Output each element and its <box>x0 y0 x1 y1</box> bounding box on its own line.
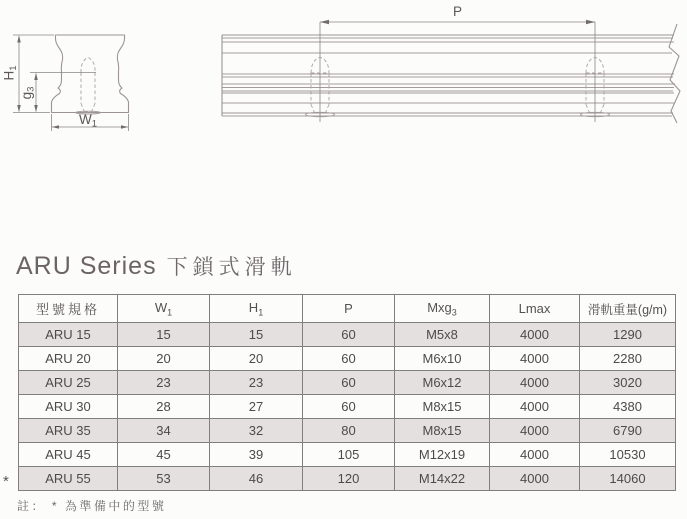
cell-model: ARU 35 <box>19 419 118 443</box>
cell-w1: 53 <box>118 467 210 491</box>
cell-lmax: 4000 <box>490 443 580 467</box>
cell-p: 105 <box>303 443 395 467</box>
col-label: Mxg <box>427 299 452 315</box>
cell-h1: 39 <box>210 443 303 467</box>
cell-p: 60 <box>303 323 395 347</box>
bolt-hole-left <box>306 22 335 122</box>
svg-text:g3: g3 <box>19 86 37 100</box>
bolt-hole-right <box>581 22 610 122</box>
cell-mxg3: M12x19 <box>395 443 490 467</box>
cell-weight: 14060 <box>580 467 676 491</box>
col-label: Lmax <box>518 301 551 316</box>
col-header-lmax <box>490 295 580 323</box>
cell-p: 60 <box>303 371 395 395</box>
col-label: H <box>248 299 259 315</box>
cell-h1: 15 <box>210 323 303 347</box>
cell-p: 80 <box>303 419 395 443</box>
cell-weight: 4380 <box>580 395 676 419</box>
cell-p: 120 <box>303 467 395 491</box>
col-label: W <box>154 299 168 315</box>
cell-weight: 6790 <box>580 419 676 443</box>
cell-h1: 46 <box>210 467 303 491</box>
cell-mxg3: M6x10 <box>395 347 490 371</box>
cell-mxg3: M14x22 <box>395 467 490 491</box>
cell-p: 60 <box>303 395 395 419</box>
table-header-row <box>19 295 676 323</box>
col-header-mxg3 <box>395 295 490 323</box>
w1-label-text: W <box>78 112 92 127</box>
g3-dimension <box>19 73 96 113</box>
series-name-chinese: 下鎖式滑軌 <box>166 256 297 279</box>
col-label: 滑軌重量(g/m) <box>587 302 668 317</box>
mounting-hole-dashed <box>76 58 101 115</box>
p-dimension <box>320 4 595 24</box>
footnote: 註： * 為準備中的型號 <box>17 499 167 513</box>
col-header-w1 <box>118 295 210 323</box>
table-row <box>19 443 676 467</box>
page-title <box>16 245 297 282</box>
rail-profile-outline <box>52 35 129 113</box>
cell-w1: 28 <box>118 395 210 419</box>
cell-mxg3: M8x15 <box>395 395 490 419</box>
cell-lmax: 4000 <box>490 467 580 491</box>
cell-mxg3: M5x8 <box>395 323 490 347</box>
h1-label-text: H <box>1 70 17 81</box>
rail-side-view-diagram <box>210 0 687 135</box>
cell-lmax: 4000 <box>490 323 580 347</box>
col-label-sub: 1 <box>167 307 173 318</box>
cell-model: ARU 55 <box>19 467 118 491</box>
col-header-p <box>303 295 395 323</box>
col-label-sub: 1 <box>258 307 264 318</box>
cell-weight: 1290 <box>580 323 676 347</box>
table-row <box>19 323 676 347</box>
cell-w1: 20 <box>118 347 210 371</box>
table-row <box>19 419 676 443</box>
table-row <box>19 467 676 491</box>
cell-lmax: 4000 <box>490 419 580 443</box>
cell-lmax: 4000 <box>490 371 580 395</box>
h1-dimension <box>2 35 55 113</box>
svg-text:W1: W1 <box>78 112 98 130</box>
svg-text:H1: H1 <box>1 65 19 81</box>
cell-p: 60 <box>303 347 395 371</box>
cell-model: ARU 15 <box>19 323 118 347</box>
cell-model: ARU 45 <box>19 443 118 467</box>
cell-h1: 20 <box>210 347 303 371</box>
col-header-model <box>19 295 118 323</box>
cell-h1: 23 <box>210 371 303 395</box>
cell-model: ARU 30 <box>19 395 118 419</box>
cell-model: ARU 25 <box>19 371 118 395</box>
spec-table <box>18 294 676 491</box>
cell-lmax: 4000 <box>490 395 580 419</box>
col-label: 型號規格 <box>35 302 100 317</box>
table-row <box>19 371 676 395</box>
col-label-sub: 3 <box>451 307 457 318</box>
g3-label-text: g <box>19 91 34 100</box>
cell-h1: 32 <box>210 419 303 443</box>
cell-h1: 27 <box>210 395 303 419</box>
preparing-model-marker: * <box>3 473 9 490</box>
col-header-weight <box>580 295 676 323</box>
w1-dimension <box>52 112 129 131</box>
break-line <box>669 24 680 123</box>
series-name: ARU Series <box>16 252 157 280</box>
cell-mxg3: M8x15 <box>395 419 490 443</box>
col-label: P <box>344 301 353 316</box>
cell-w1: 23 <box>118 371 210 395</box>
cell-weight: 2280 <box>580 347 676 371</box>
cell-w1: 15 <box>118 323 210 347</box>
cell-weight: 10530 <box>580 443 676 467</box>
table-row <box>19 347 676 371</box>
cell-lmax: 4000 <box>490 347 580 371</box>
rail-body-lines <box>222 35 675 116</box>
cell-model: ARU 20 <box>19 347 118 371</box>
p-label-text: P <box>452 4 463 19</box>
rail-cross-section-diagram <box>0 0 200 160</box>
cell-mxg3: M6x12 <box>395 371 490 395</box>
col-header-h1 <box>210 295 303 323</box>
cell-w1: 45 <box>118 443 210 467</box>
table-row <box>19 395 676 419</box>
cell-weight: 3020 <box>580 371 676 395</box>
cell-w1: 34 <box>118 419 210 443</box>
